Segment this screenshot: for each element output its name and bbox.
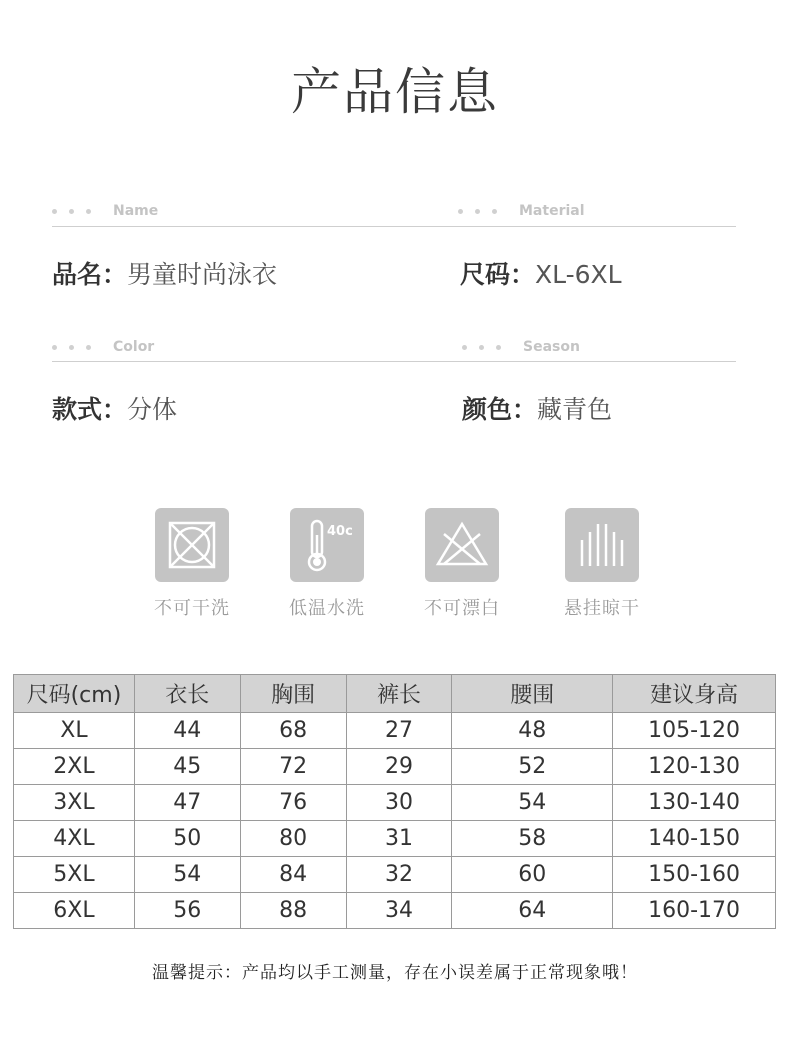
no-bleach-icon bbox=[425, 508, 499, 582]
table-cell: 160-170 bbox=[613, 893, 776, 929]
table-header-row bbox=[14, 675, 776, 713]
table-cell: 31 bbox=[346, 821, 452, 857]
table-row bbox=[14, 857, 776, 893]
info-header-name: Name bbox=[52, 203, 158, 219]
table-cell: 140-150 bbox=[613, 821, 776, 857]
table-cell: 27 bbox=[346, 713, 452, 749]
table-cell: 120-130 bbox=[613, 749, 776, 785]
table-cell: 44 bbox=[134, 713, 240, 749]
table-cell: 68 bbox=[240, 713, 346, 749]
table-cell: 5XL bbox=[14, 857, 135, 893]
table-cell: 150-160 bbox=[613, 857, 776, 893]
thermometer-40c-icon bbox=[290, 508, 364, 582]
temperature-text: 40c bbox=[327, 524, 353, 539]
care-no-dry-clean: 不可干洗 bbox=[122, 508, 262, 620]
info-header-material: Material bbox=[458, 203, 585, 219]
table-cell: 64 bbox=[452, 893, 613, 929]
table-row bbox=[14, 893, 776, 929]
table-cell: 88 bbox=[240, 893, 346, 929]
table-cell: 34 bbox=[346, 893, 452, 929]
care-no-bleach: 不可漂白 bbox=[392, 508, 532, 620]
info-size: 尺码：XL-6XL bbox=[460, 260, 622, 289]
info-header-season: Season bbox=[462, 339, 580, 355]
table-cell: 6XL bbox=[14, 893, 135, 929]
header-top-length: 衣长 bbox=[134, 675, 240, 713]
table-cell: 48 bbox=[452, 713, 613, 749]
table-row bbox=[14, 785, 776, 821]
header-waist: 腰围 bbox=[452, 675, 613, 713]
header-chest: 胸围 bbox=[240, 675, 346, 713]
table-cell: 50 bbox=[134, 821, 240, 857]
divider bbox=[442, 226, 736, 227]
table-cell: XL bbox=[14, 713, 135, 749]
care-hang-dry: 悬挂晾干 bbox=[532, 508, 672, 620]
header-size: 尺码(cm) bbox=[14, 675, 135, 713]
table-cell: 45 bbox=[134, 749, 240, 785]
info-header-color: Color bbox=[52, 339, 154, 355]
table-cell: 105-120 bbox=[613, 713, 776, 749]
table-cell: 60 bbox=[452, 857, 613, 893]
dots-decoration bbox=[52, 345, 91, 350]
table-cell: 54 bbox=[134, 857, 240, 893]
table-cell: 4XL bbox=[14, 821, 135, 857]
table-cell: 47 bbox=[134, 785, 240, 821]
table-cell: 58 bbox=[452, 821, 613, 857]
info-style: 款式：分体 bbox=[52, 395, 178, 424]
table-cell: 130-140 bbox=[613, 785, 776, 821]
divider bbox=[52, 226, 442, 227]
table-cell: 29 bbox=[346, 749, 452, 785]
info-name: 品名：男童时尚泳衣 bbox=[52, 260, 278, 289]
dots-decoration bbox=[458, 209, 497, 214]
table-cell: 32 bbox=[346, 857, 452, 893]
table-row bbox=[14, 713, 776, 749]
table-cell: 76 bbox=[240, 785, 346, 821]
page-title: 产品信息 bbox=[291, 63, 499, 121]
table-cell: 52 bbox=[452, 749, 613, 785]
table-cell: 72 bbox=[240, 749, 346, 785]
header-height: 建议身高 bbox=[613, 675, 776, 713]
dots-decoration bbox=[52, 209, 91, 214]
table-cell: 3XL bbox=[14, 785, 135, 821]
table-cell: 84 bbox=[240, 857, 346, 893]
table-row bbox=[14, 821, 776, 857]
table-cell: 80 bbox=[240, 821, 346, 857]
dots-decoration bbox=[462, 345, 501, 350]
table-cell: 56 bbox=[134, 893, 240, 929]
divider bbox=[52, 361, 736, 362]
size-table bbox=[13, 674, 776, 929]
info-color: 颜色：藏青色 bbox=[462, 395, 613, 424]
hang-dry-icon bbox=[565, 508, 639, 582]
table-cell: 30 bbox=[346, 785, 452, 821]
table-cell: 54 bbox=[452, 785, 613, 821]
table-cell: 2XL bbox=[14, 749, 135, 785]
measurement-tip: 温馨提示：产品均以手工测量，存在小误差属于正常现象哦！ bbox=[152, 963, 638, 983]
header-pants-length: 裤长 bbox=[346, 675, 452, 713]
care-low-temp-wash: 40c 低温水洗 bbox=[257, 508, 397, 620]
no-dry-clean-icon bbox=[155, 508, 229, 582]
table-row bbox=[14, 749, 776, 785]
